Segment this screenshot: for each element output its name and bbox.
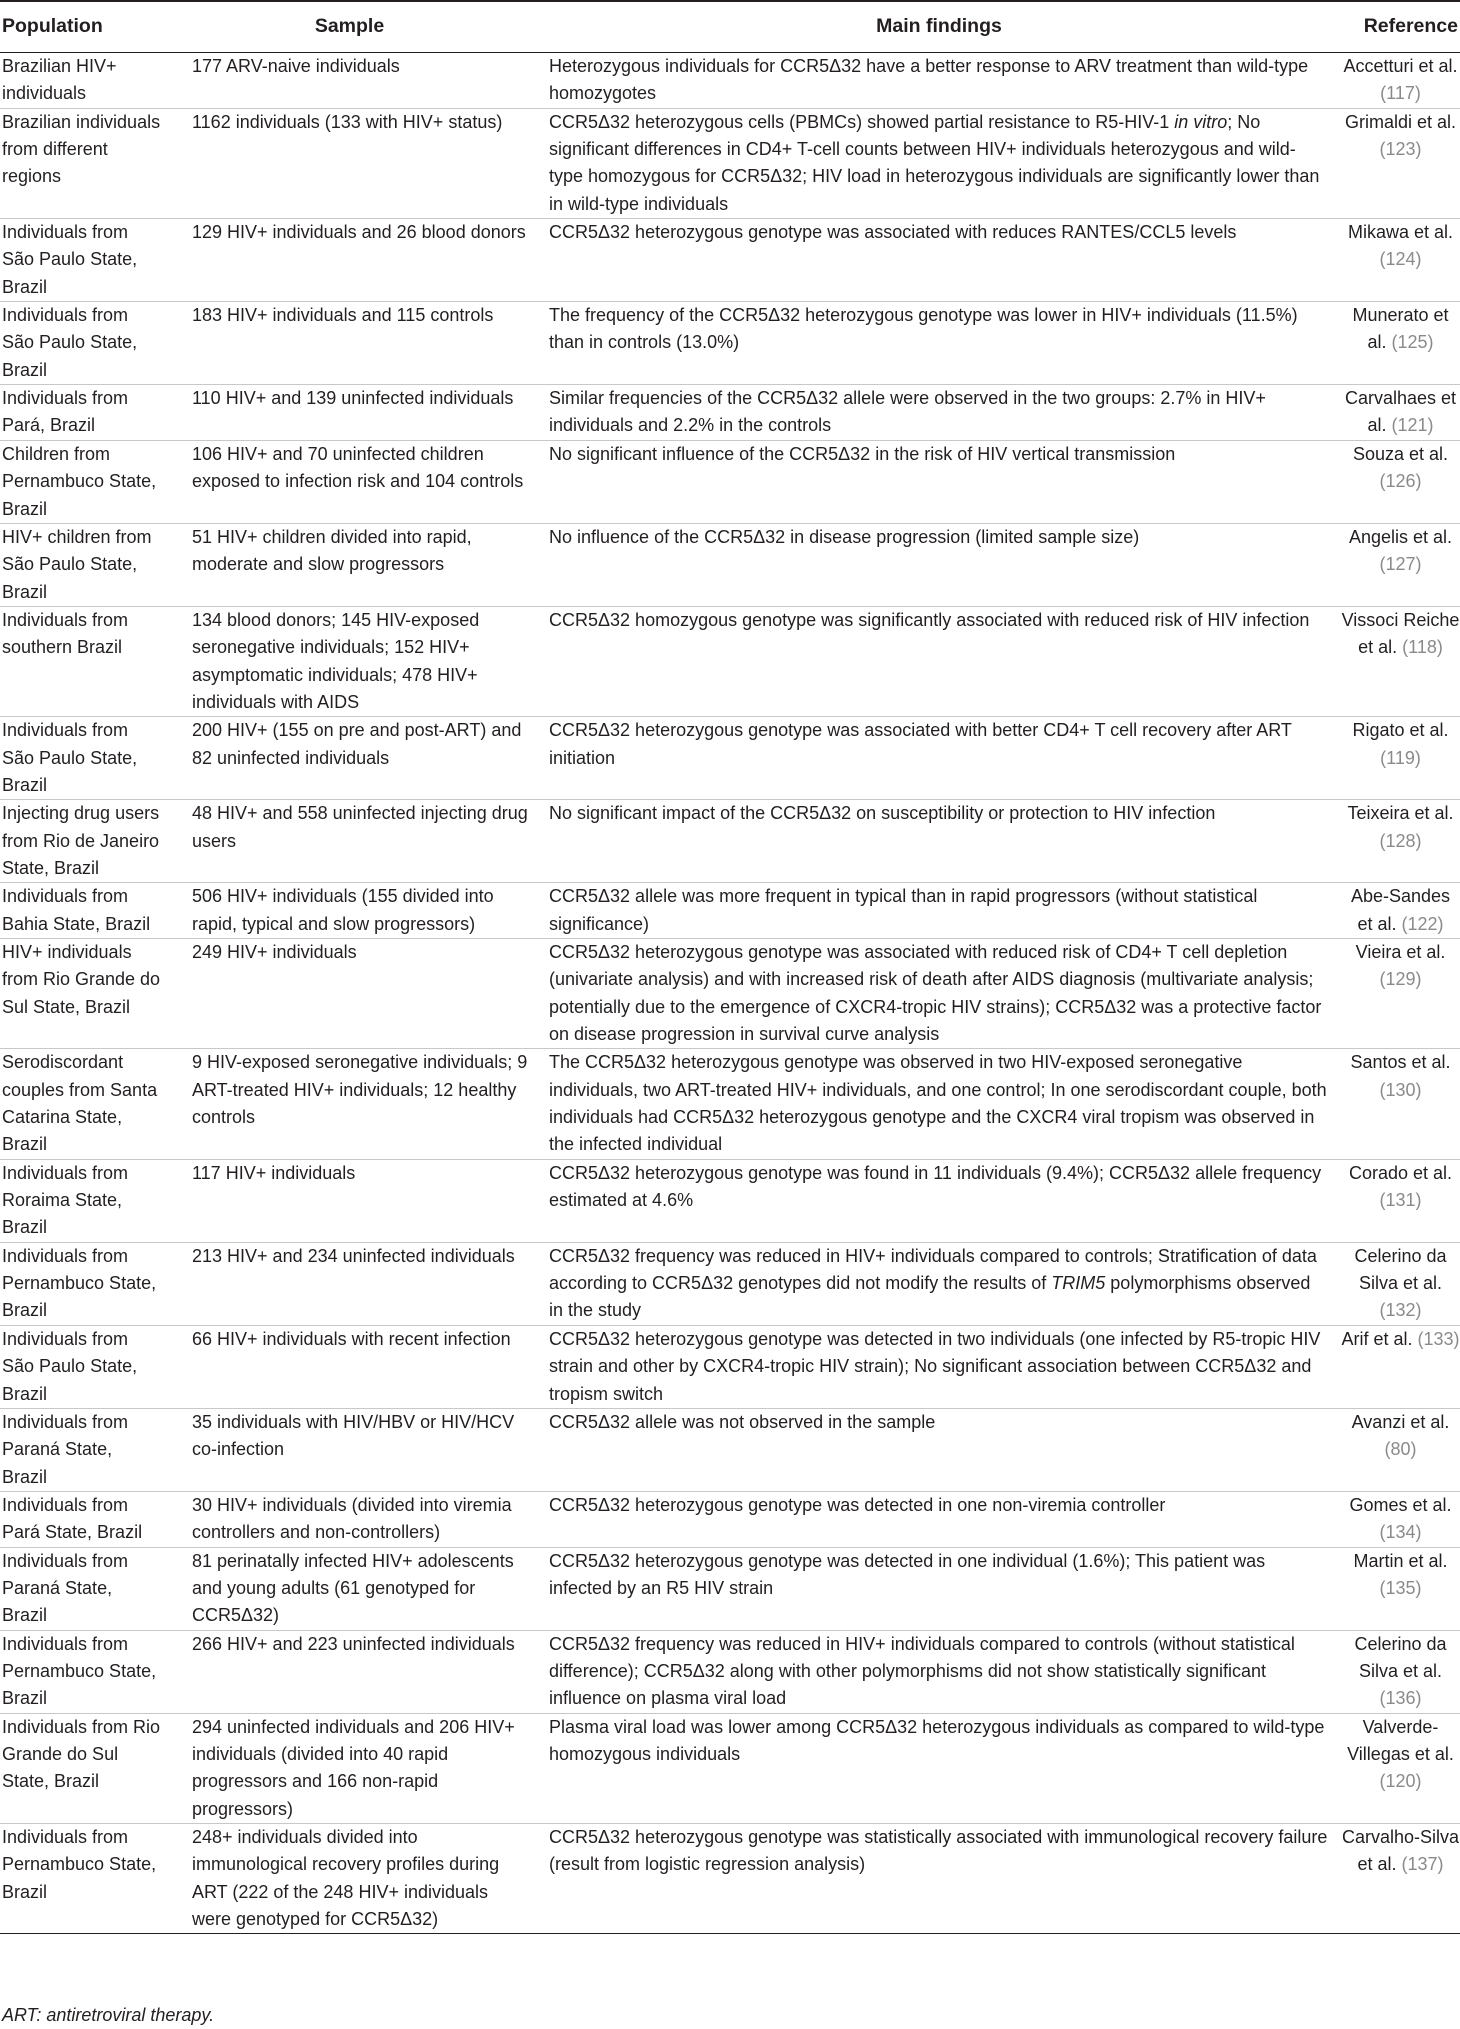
cell-reference: [1341, 800, 1460, 883]
cell-population: Individuals from São Paulo State, Brazil: [0, 717, 162, 800]
reference-author: Santos et al.: [1350, 1052, 1451, 1073]
reference-author: Corado et al.: [1348, 1162, 1453, 1183]
reference-author: Angelis et al.: [1348, 526, 1453, 547]
cell-population: Individuals from Pará, Brazil: [0, 385, 162, 441]
cell-reference: [1341, 717, 1460, 800]
table-row: [0, 883, 1460, 939]
cell-reference: [1341, 1049, 1460, 1159]
cell-population: Individuals from São Paulo State, Brazil: [0, 1325, 162, 1408]
reference-author: Abe-Sandes et al.: [1350, 886, 1451, 934]
table-row: [0, 1713, 1460, 1823]
cell-sample: 9 HIV-exposed seronegative individuals; 9 ART-treated HIV+ individuals; 12 healthy controls: [162, 1049, 537, 1159]
findings-italic-text: in vitro: [1174, 111, 1228, 132]
reference-number-link[interactable]: (131): [1379, 1190, 1422, 1211]
cell-reference: [1341, 1242, 1460, 1325]
cell-reference: [1341, 302, 1460, 385]
reference-number-link[interactable]: (133): [1417, 1328, 1460, 1349]
cell-population: Individuals from Pernambuco State, Brazil: [0, 1630, 162, 1713]
reference-author: Martin et al.: [1353, 1550, 1448, 1571]
cell-sample: 200 HIV+ (155 on pre and post-ART) and 82 uninfected individuals: [162, 717, 537, 800]
table-row: [0, 717, 1460, 800]
findings-text: Heterozygous individuals for CCR5Δ32 have a better response to ARV treatment than wild-type homozygotes: [549, 56, 1309, 104]
reference-author: Avanzi et al.: [1351, 1411, 1450, 1432]
reference-number-link[interactable]: (126): [1379, 471, 1422, 492]
table-row: [0, 1547, 1460, 1630]
reference-author: Carvalho-Silva et al.: [1341, 1827, 1460, 1875]
cell-reference: [1341, 606, 1460, 716]
cell-reference: [1341, 1408, 1460, 1491]
cell-sample: 106 HIV+ and 70 uninfected children exposed to infection risk and 104 controls: [162, 440, 537, 523]
table-row: [0, 53, 1460, 109]
cell-sample: 249 HIV+ individuals: [162, 939, 537, 1049]
reference-author: Vissoci Reiche et al.: [1341, 609, 1460, 658]
cell-reference: [1341, 1547, 1460, 1630]
reference-author: Accetturi et al.: [1343, 56, 1458, 76]
cell-main-findings: [537, 1824, 1341, 1934]
cell-reference: [1341, 883, 1460, 939]
cell-population: Individuals from Paraná State, Brazil: [0, 1547, 162, 1630]
cell-sample: 66 HIV+ individuals with recent infection: [162, 1325, 537, 1408]
cell-reference: [1341, 108, 1460, 218]
reference-number-link[interactable]: (125): [1391, 332, 1434, 353]
cell-sample: 30 HIV+ individuals (divided into viremia controllers and non-controllers): [162, 1491, 537, 1547]
table-body: [0, 53, 1460, 1934]
cell-main-findings: [537, 1547, 1341, 1630]
table-row: [0, 302, 1460, 385]
reference-number-link[interactable]: (129): [1379, 969, 1422, 990]
cell-main-findings: [537, 1630, 1341, 1713]
reference-number-link[interactable]: (124): [1379, 249, 1422, 270]
cell-population: Individuals from southern Brazil: [0, 606, 162, 716]
findings-text: No influence of the CCR5Δ32 in disease progression (limited sample size): [549, 526, 1140, 547]
cell-main-findings: [537, 108, 1341, 218]
reference-number-link[interactable]: (137): [1401, 1854, 1444, 1875]
cell-population: HIV+ individuals from Rio Grande do Sul State, Brazil: [0, 939, 162, 1049]
findings-text: The CCR5Δ32 heterozygous genotype was observed in two HIV-exposed seronegative individuals, two ART-treated HIV+ individuals, and one control; In one serodiscordant couple, both individuals had CCR5Δ32 heterozygous genotype and the CXCR4 viral tropism was observed in the infected individual: [549, 1052, 1327, 1155]
cell-population: Individuals from Pernambuco State, Brazil: [0, 1242, 162, 1325]
cell-main-findings: [537, 219, 1341, 302]
reference-author: Vieira et al.: [1355, 942, 1446, 962]
findings-text: The frequency of the CCR5Δ32 heterozygous genotype was lower in HIV+ individuals (11.5%) than in controls (13.0%): [549, 305, 1298, 353]
reference-author: Carvalhaes et al.: [1344, 388, 1457, 436]
cell-sample: 177 ARV-naive individuals: [162, 53, 537, 109]
cell-reference: [1341, 1159, 1460, 1242]
cell-main-findings: [537, 1491, 1341, 1547]
table-row: [0, 1049, 1460, 1159]
table-row: [0, 219, 1460, 302]
cell-main-findings: [537, 883, 1341, 939]
cell-reference: [1341, 939, 1460, 1049]
findings-text: polymorphisms observed in the study: [549, 1273, 1311, 1321]
header-row: [0, 1, 1460, 53]
cell-main-findings: [537, 800, 1341, 883]
cell-sample: 134 blood donors; 145 HIV-exposed seronegative individuals; 152 HIV+ asymptomatic individuals; 478 HIV+ individuals with AIDS: [162, 606, 537, 716]
table-row: [0, 1242, 1460, 1325]
reference-author: Celerino da Silva et al.: [1354, 1245, 1447, 1294]
cell-sample: 51 HIV+ children divided into rapid, moderate and slow progressors: [162, 523, 537, 606]
header-population: Population: [0, 1, 162, 53]
findings-text: CCR5Δ32 heterozygous genotype was statistically associated with immunological recovery failure (result from logistic regression analysis): [549, 1827, 1328, 1875]
cell-main-findings: [537, 385, 1341, 441]
reference-number-link[interactable]: (128): [1379, 830, 1422, 851]
cell-main-findings: [537, 302, 1341, 385]
reference-author: Arif et al.: [1341, 1328, 1413, 1349]
cell-sample: 81 perinatally infected HIV+ adolescents and young adults (61 genotyped for CCR5Δ32): [162, 1547, 537, 1630]
cell-main-findings: [537, 1159, 1341, 1242]
table-row: [0, 800, 1460, 883]
cell-population: Individuals from São Paulo State, Brazil: [0, 219, 162, 302]
table-row: [0, 440, 1460, 523]
cell-sample: 294 uninfected individuals and 206 HIV+ individuals (divided into 40 rapid progressors and 166 non-rapid progressors): [162, 1713, 537, 1823]
findings-text: CCR5Δ32 homozygous genotype was significantly associated with reduced risk of HIV infection: [549, 609, 1310, 630]
cell-reference: [1341, 1630, 1460, 1713]
reference-number-link[interactable]: (132): [1379, 1300, 1422, 1321]
findings-text: CCR5Δ32 allele was not observed in the sample: [549, 1411, 936, 1432]
cell-sample: 110 HIV+ and 139 uninfected individuals: [162, 385, 537, 441]
cell-sample: 35 individuals with HIV/HBV or HIV/HCV co-infection: [162, 1408, 537, 1491]
reference-number-link[interactable]: (117): [1380, 83, 1421, 104]
cell-sample: 183 HIV+ individuals and 115 controls: [162, 302, 537, 385]
findings-italic-text: TRIM5: [1051, 1273, 1106, 1294]
cell-main-findings: [537, 717, 1341, 800]
table-row: [0, 1491, 1460, 1547]
cell-main-findings: [537, 1242, 1341, 1325]
cell-main-findings: [537, 1713, 1341, 1823]
findings-text: Plasma viral load was lower among CCR5Δ32 heterozygous individuals as compared to wild-type homozygous individuals: [549, 1716, 1325, 1764]
cell-reference: [1341, 1491, 1460, 1547]
cell-population: Individuals from Pará State, Brazil: [0, 1491, 162, 1547]
table-row: [0, 1408, 1460, 1491]
findings-text: CCR5Δ32 heterozygous genotype was associated with better CD4+ T cell recovery after ART initiation: [549, 720, 1292, 768]
reference-author: Gomes et al.: [1349, 1494, 1452, 1515]
cell-population: Children from Pernambuco State, Brazil: [0, 440, 162, 523]
cell-sample: 129 HIV+ individuals and 26 blood donors: [162, 219, 537, 302]
cell-population: Brazilian individuals from different regions: [0, 108, 162, 218]
reference-author: Celerino da Silva et al.: [1354, 1633, 1447, 1681]
cell-population: Individuals from Paraná State, Brazil: [0, 1408, 162, 1491]
reference-number-link[interactable]: (119): [1380, 747, 1421, 768]
findings-text: CCR5Δ32 heterozygous genotype was associated with reduced risk of CD4+ T cell depletion (univariate analysis) and with increased risk of death after AIDS diagnosis (multivariate analysis; potentially due to the emergence of CXCR4-tropic HIV strains); CCR5Δ32 was a protective factor on disease progression in survival curve analysis: [549, 942, 1322, 1045]
table-row: [0, 1159, 1460, 1242]
findings-text: CCR5Δ32 allele was more frequent in typical than in rapid progressors (without statistical significance): [549, 886, 1258, 934]
reference-number-link[interactable]: (134): [1379, 1522, 1422, 1543]
table-row: [0, 1630, 1460, 1713]
cell-population: Individuals from Roraima State, Brazil: [0, 1159, 162, 1242]
cell-population: Brazilian HIV+ individuals: [0, 53, 162, 109]
cell-population: Injecting drug users from Rio de Janeiro State, Brazil: [0, 800, 162, 883]
reference-author: Souza et al.: [1352, 443, 1449, 464]
cell-population: Individuals from Pernambuco State, Brazil: [0, 1824, 162, 1934]
reference-author: Valverde-Villegas et al.: [1347, 1716, 1454, 1764]
cell-main-findings: [537, 523, 1341, 606]
cell-reference: [1341, 1824, 1460, 1934]
cell-main-findings: [537, 440, 1341, 523]
cell-reference: [1341, 440, 1460, 523]
findings-text: Similar frequencies of the CCR5Δ32 allele were observed in the two groups: 2.7% in HIV+ individuals and 2.2% in the controls: [549, 388, 1266, 436]
findings-text: CCR5Δ32 heterozygous genotype was detected in one non-viremia controller: [549, 1494, 1166, 1515]
reference-number-link[interactable]: (127): [1379, 554, 1422, 575]
findings-text: ; No significant differences in CD4+ T-cell counts between HIV+ individuals heterozygous and wild-type homozygous for CCR5Δ32; HIV load in heterozygous individuals are significantly lower than in wild-type individuals: [549, 111, 1320, 214]
cell-population: Serodiscordant couples from Santa Catarina State, Brazil: [0, 1049, 162, 1159]
cell-sample: 266 HIV+ and 223 uninfected individuals: [162, 1630, 537, 1713]
cell-reference: [1341, 53, 1460, 109]
table-footnote: ART: antiretroviral therapy.: [2, 2005, 215, 2025]
findings-text: CCR5Δ32 frequency was reduced in HIV+ individuals compared to controls (without statistical difference); CCR5Δ32 along with other polymorphisms did not show statistically significant influence on plasma viral load: [549, 1633, 1295, 1709]
findings-text: CCR5Δ32 heterozygous genotype was detected in two individuals (one infected by R5-tropic HIV strain and other by CXCR4-tropic HIV strain); No significant association between CCR5Δ32 and tropism switch: [549, 1328, 1321, 1404]
cell-main-findings: [537, 1049, 1341, 1159]
reference-number-link[interactable]: (136): [1379, 1688, 1422, 1709]
table-row: [0, 939, 1460, 1049]
header-main-findings: Main findings: [537, 1, 1341, 53]
cell-population: Individuals from Rio Grande do Sul State, Brazil: [0, 1713, 162, 1823]
findings-text: No significant influence of the CCR5Δ32 in the risk of HIV vertical transmission: [549, 443, 1176, 464]
findings-text: CCR5Δ32 heterozygous genotype was associated with reduces RANTES/CCL5 levels: [549, 222, 1237, 243]
cell-sample: 1162 individuals (133 with HIV+ status): [162, 108, 537, 218]
header-sample: Sample: [162, 1, 537, 53]
reference-number-link[interactable]: (118): [1402, 637, 1443, 658]
cell-reference: [1341, 1325, 1460, 1408]
reference-number-link[interactable]: (123): [1379, 139, 1422, 160]
reference-number-link[interactable]: (130): [1379, 1079, 1422, 1100]
findings-text: No significant impact of the CCR5Δ32 on susceptibility or protection to HIV infection: [549, 803, 1216, 824]
cell-sample: 506 HIV+ individuals (155 divided into rapid, typical and slow progressors): [162, 883, 537, 939]
cell-main-findings: [537, 53, 1341, 109]
reference-author: Grimaldi et al.: [1344, 111, 1457, 132]
cell-main-findings: [537, 939, 1341, 1049]
cell-reference: [1341, 385, 1460, 441]
cell-sample: 117 HIV+ individuals: [162, 1159, 537, 1242]
cell-sample: 48 HIV+ and 558 uninfected injecting drug users: [162, 800, 537, 883]
reference-author: Rigato et al.: [1352, 720, 1449, 741]
findings-text: CCR5Δ32 heterozygous cells (PBMCs) showed partial resistance to R5-HIV-1: [549, 111, 1175, 132]
reference-number-link[interactable]: (120): [1379, 1771, 1422, 1792]
cell-main-findings: [537, 1408, 1341, 1491]
findings-text: CCR5Δ32 heterozygous genotype was found in 11 individuals (9.4%); CCR5Δ32 allele frequency estimated at 4.6%: [549, 1162, 1322, 1211]
reference-number-link[interactable]: (135): [1379, 1577, 1422, 1598]
cell-main-findings: [537, 1325, 1341, 1408]
table-row: [0, 385, 1460, 441]
reference-number-link[interactable]: (121): [1391, 415, 1434, 436]
reference-author: Munerato et al.: [1352, 305, 1449, 353]
reference-author: Mikawa et al.: [1347, 222, 1454, 243]
table-row: [0, 606, 1460, 716]
reference-number-link[interactable]: (122): [1401, 913, 1444, 934]
cell-population: Individuals from São Paulo State, Brazil: [0, 302, 162, 385]
cell-reference: [1341, 219, 1460, 302]
findings-text: CCR5Δ32 frequency was reduced in HIV+ individuals compared to controls; Stratification of data according to CCR5Δ32 genotypes did not modify the results of: [549, 1245, 1317, 1294]
cell-main-findings: [537, 606, 1341, 716]
reference-number-link[interactable]: (80): [1384, 1439, 1417, 1460]
header-reference: Reference: [1341, 1, 1460, 53]
findings-text: CCR5Δ32 heterozygous genotype was detected in one individual (1.6%); This patient was infected by an R5 HIV strain: [549, 1550, 1266, 1598]
cell-reference: [1341, 523, 1460, 606]
table-row: [0, 108, 1460, 218]
cell-population: Individuals from Bahia State, Brazil: [0, 883, 162, 939]
table-row: [0, 1824, 1460, 1934]
cell-population: HIV+ children from São Paulo State, Brazil: [0, 523, 162, 606]
cell-sample: 213 HIV+ and 234 uninfected individuals: [162, 1242, 537, 1325]
cell-reference: [1341, 1713, 1460, 1823]
table-row: [0, 1325, 1460, 1408]
table-row: [0, 523, 1460, 606]
reference-author: Teixeira et al.: [1347, 803, 1454, 824]
cell-sample: 248+ individuals divided into immunological recovery profiles during ART (222 of the 248 HIV+ individuals were genotyped for CCR5Δ32): [162, 1824, 537, 1934]
